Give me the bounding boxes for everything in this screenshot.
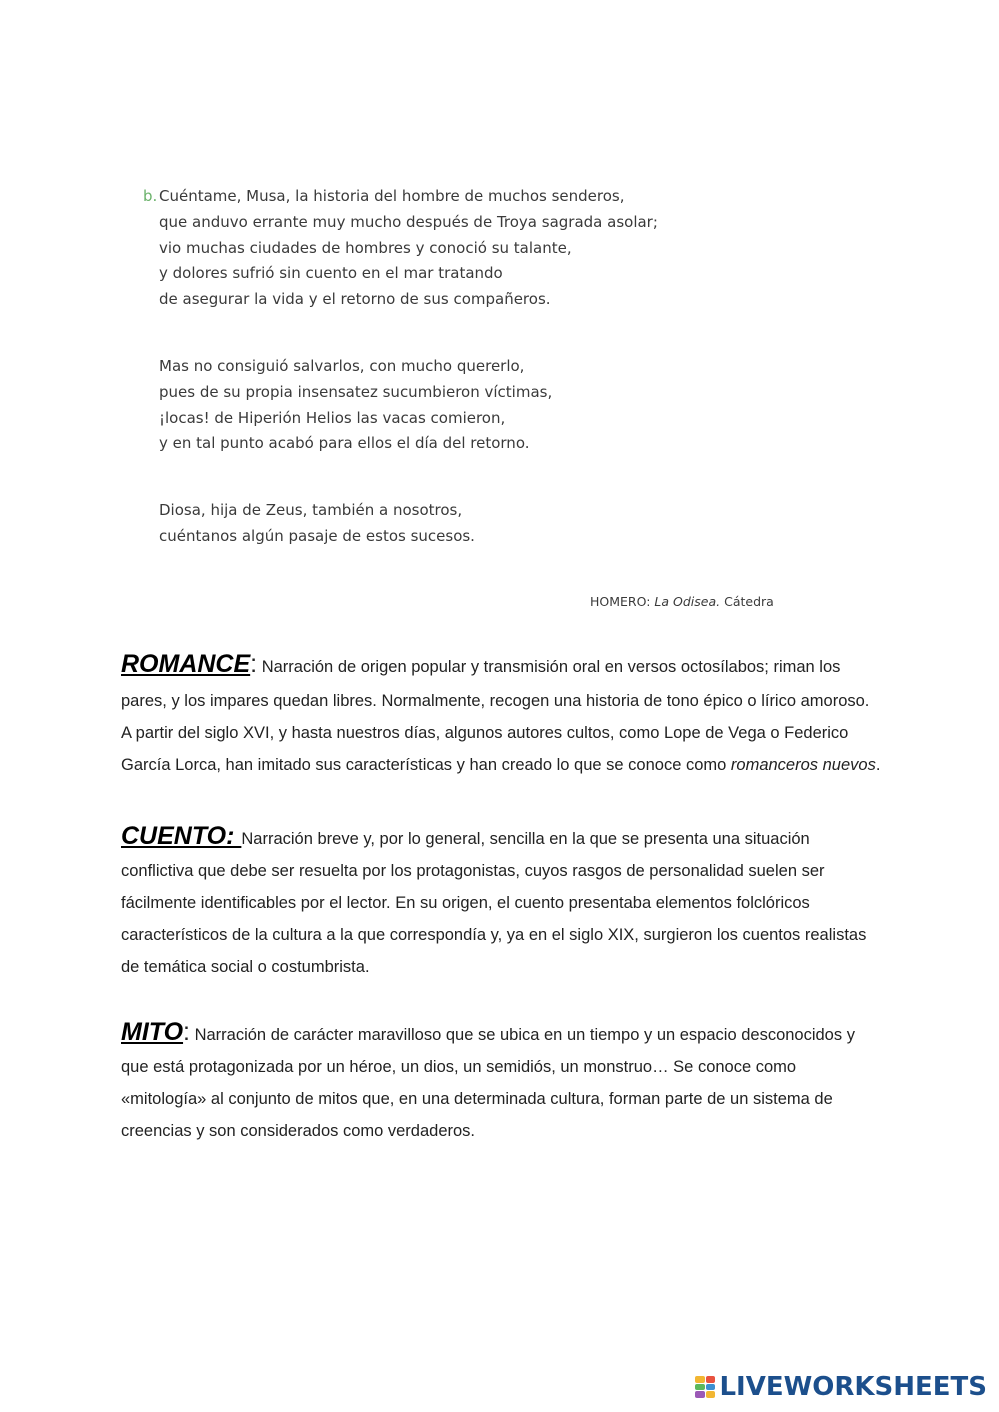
stanza-1 [143,184,658,313]
poem-line: vio muchas ciudades de hombres y conoció su talante, [159,238,572,257]
definition-italic: romanceros nuevos [730,756,876,774]
definition-end: . [875,756,881,774]
poem-line: pues de su propia insensatez sucumbieron víctimas, [159,382,553,401]
term-cuento: CUENTO: [121,822,242,850]
item-marker: b. [143,187,158,205]
poem-source [590,594,774,609]
term-separator: : [250,650,258,678]
term-separator: : [183,1018,190,1046]
poem-line: Diosa, hija de Zeus, también a nosotros, [159,501,463,520]
logo-text: LIVEWORKSHEETS [719,1372,987,1402]
stanza-2 [143,354,658,457]
poem-line: que anduvo errante muy mucho después de Troya sagrada asolar; [159,212,658,231]
poem-line: cuéntanos algún pasaje de estos sucesos. [159,526,475,545]
source-author: HOMERO: [590,594,651,609]
source-publisher: Cátedra [724,594,774,609]
poem-excerpt [143,184,658,550]
liveworksheets-logo [695,1372,987,1402]
poem-line: Mas no consiguió salvarlos, con mucho quererlo, [159,356,525,375]
poem-line: y dolores sufrió sin cuento en el mar tratando [159,264,503,283]
definition-mito [121,1016,881,1147]
definition-text: Narración de origen popular y transmisión oral en versos octosílabos; riman los pares, y los impares quedan libres. Normalmente, recogen una historia de tono épico o lírico amoroso. A partir del siglo XVI, y hasta nuestros días, algunos autores cultos, como Lope de Vega o Federico García Lorca, han imitado sus características y han creado lo que se conoce como [121,658,870,774]
poem-line: ¡locas! de Hiperión Helios las vacas comieron, [159,408,506,427]
poem-line: y en tal punto acabó para ellos el día del retorno. [159,434,530,453]
poem-line: Cuéntame, Musa, la historia del hombre de muchos senderos, [159,187,625,205]
definition-text: Narración breve y, por lo general, sencilla en la que se presenta una situación conflictiva que debe ser resuelta por los protagonistas, cuyos rasgos de personalidad suelen ser fácilmente identificables por el lector. En su origen, el cuento presentaba elementos folclóricos característicos de la cultura a la que correspondía y, ya en el siglo XIX, surgieron los cuentos realistas de temática social o costumbrista. [121,830,867,976]
term-romance: ROMANCE [121,650,251,678]
definition-romance [121,646,881,781]
definition-text: Narración de carácter maravilloso que se ubica en un tiempo y un espacio desconocidos y que está protagonizada por un héroe, un dios, un semidiós, un monstruo… Se conoce como «mitología» al conjunto de mitos que, en una determinada cultura, forman parte de un sistema de creencias y son considerados como verdaderos. [121,1026,855,1140]
definition-cuento [121,820,881,983]
stanza-3 [143,498,658,550]
logo-icon [695,1376,715,1398]
source-title: La Odisea. [654,594,721,609]
poem-line: de asegurar la vida y el retorno de sus compañeros. [159,290,551,309]
term-mito: MITO [121,1018,184,1046]
